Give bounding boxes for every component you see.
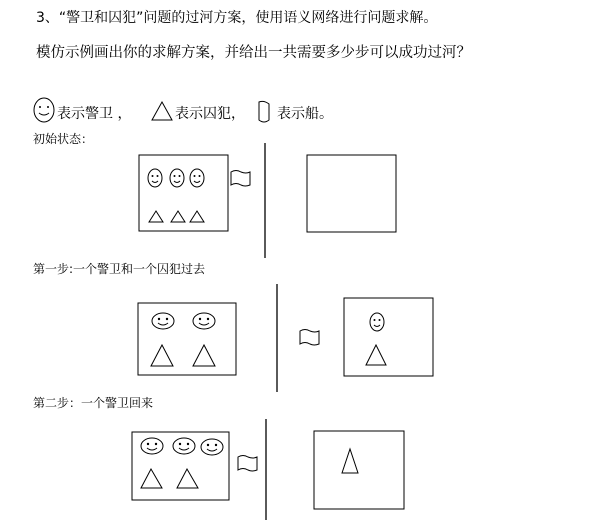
step2-label: 第二步：一个警卫回来 xyxy=(33,396,154,410)
boat-icon xyxy=(238,456,257,472)
step1-state xyxy=(138,284,433,392)
guard-icon xyxy=(141,438,163,454)
prisoner-icon xyxy=(149,211,163,222)
prisoner-icon xyxy=(342,449,358,473)
guard-icon xyxy=(152,313,174,329)
legend-prisoner-text: 表示囚犯， xyxy=(175,106,245,122)
boat-icon xyxy=(231,171,250,187)
question-line-2: 模仿示例画出你的求解方案，并给出一共需要多少步可以成功过河？ xyxy=(36,45,471,61)
legend-boat-text: 表示船。 xyxy=(277,106,333,122)
step2-left-bank xyxy=(132,432,229,500)
initial-state-label: 初始状态： xyxy=(33,132,94,146)
guard-icon xyxy=(201,439,223,455)
prisoner-icon xyxy=(193,345,215,366)
prisoner-icon xyxy=(141,469,162,488)
step2-state xyxy=(132,419,404,520)
guard-icon xyxy=(193,313,215,329)
step1-left-bank xyxy=(138,303,236,375)
initial-state xyxy=(139,143,396,258)
prisoner-icon xyxy=(171,211,185,222)
initial-right-bank xyxy=(307,155,396,232)
step2-right-bank xyxy=(314,431,404,509)
guard-icon xyxy=(370,313,384,331)
guard-icon xyxy=(190,169,204,187)
prisoner-icon xyxy=(366,345,386,365)
prisoner-icon xyxy=(151,345,173,366)
guard-icon xyxy=(148,169,162,187)
legend-guard-text: 表示警卫 ， xyxy=(57,106,132,122)
prisoner-icon xyxy=(177,469,198,488)
boat-icon xyxy=(300,330,319,346)
guard-icon xyxy=(170,169,184,187)
step1-label: 第一步:一个警卫和一个囚犯过去 xyxy=(33,262,206,276)
prisoner-icon xyxy=(190,211,204,222)
step1-right-bank xyxy=(344,298,433,376)
question-line-1: 3、“警卫和囚犯”问题的过河方案，使用语义网络进行问题求解。 xyxy=(36,10,438,26)
guard-icon xyxy=(173,438,195,454)
